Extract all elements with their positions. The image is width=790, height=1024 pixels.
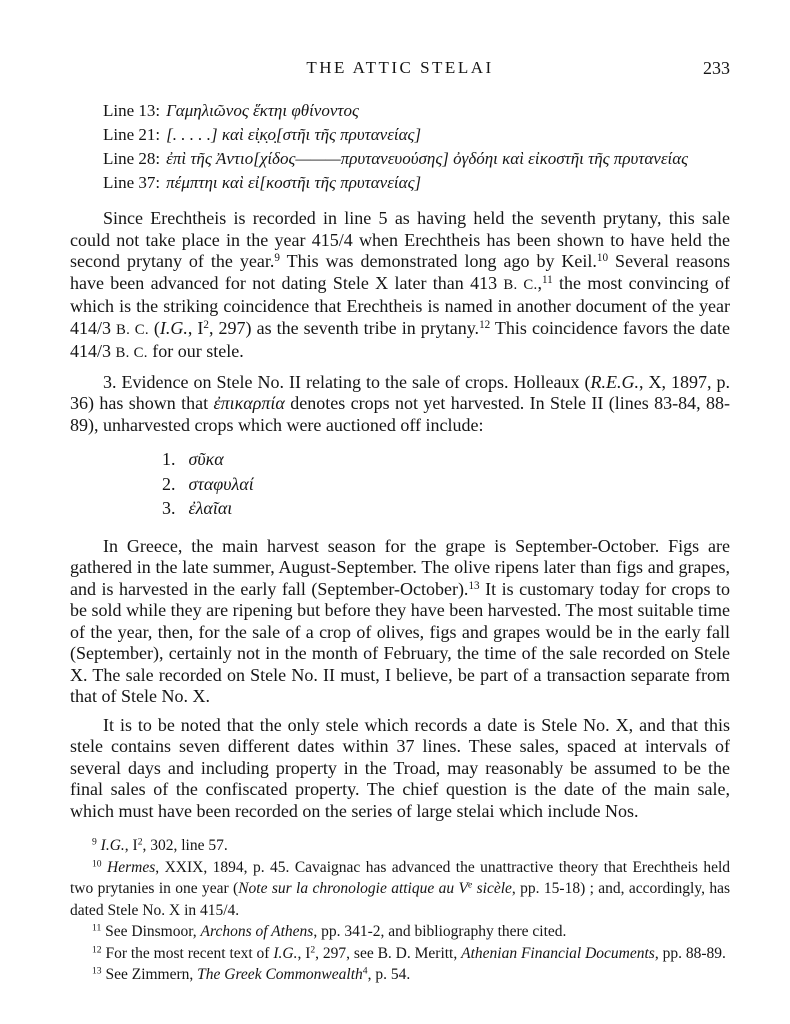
line-greek-text: Γαμηλιῶνος ἕκτηι φθίνοντος bbox=[166, 101, 359, 120]
crop-item-number: 3. bbox=[162, 498, 176, 518]
footnote-12: $^{12}$ For the most recent text of I.G., $I^2$, 297, see B. D. Meritt, Athenian Financial Documents, pp. 88-89. bbox=[92, 944, 726, 962]
footnote-11: $^{11}$ See Dinsmoor, Archons of Athens, pp. 341-2, and bibliography there cited. bbox=[92, 922, 567, 940]
epigraph-line bbox=[103, 147, 730, 171]
line-greek-text: [. . . . .] καὶ εἰ̣κ̣ο̣[στῆι τῆς πρυτανείας] bbox=[166, 125, 422, 144]
paragraph-stele-dates: It is to be noted that the only stele which records a date is Stele No. X, and that this stele contains seven different dates within 37 lines. These sales, spaced at intervals of several days and including property in the Troad, may reasonably be assumed to be the final sales of the confiscated property. The chief question is the date of the main sale, which must have been recorded on the series of large stelai which include Nos. bbox=[70, 714, 730, 821]
line-greek-text: πέμπτηι καὶ εἰ[κοστῆι τῆς πρυτανείας] bbox=[166, 173, 422, 192]
page-number: 233 bbox=[703, 58, 730, 78]
crop-item-number: 2. bbox=[162, 473, 176, 494]
line-label: Line 28: bbox=[103, 149, 161, 168]
epigraph-lines bbox=[103, 99, 730, 195]
line-label: Line 37: bbox=[103, 173, 161, 192]
crop-list bbox=[162, 447, 730, 521]
line-greek-text: ἐπὶ τῆς Ἀντιο[χίδος———πρυτανευούσης] ὀγδόηι καὶ εἰκοστῆι τῆς πρυτανείας bbox=[166, 149, 689, 168]
footnote-13: $^{13}$ See Zimmern, The Greek Commonwealth$^4$, p. 54. bbox=[92, 965, 411, 983]
paragraph-crops-evidence: 3. Evidence on Stele No. II relating to the sale of crops. Holleaux (R.E.G., X, 1897, p. 36) has shown that ἐπικαρπία denotes crops not yet harvested. In Stele II (lines 83-84, 88-89), unharvested crops which were auctioned off include: bbox=[70, 371, 731, 435]
footnotes bbox=[70, 835, 730, 986]
paragraph-stele-x-dating: Since Erechtheis is recorded in line 5 as having held the seventh prytany, this sale could not take place in the year 415/4 when Erechtheis has been shown to have held the second prytany of the year.$^9$ This was demonstrated long ago by Keil.$^{10}$ Several reasons have been advanced for not dating Stele X later than 413 B. C.,$^{11}$ the most convincing of which is the striking coincidence that Erechtheis is named in another document of the year 414/3 B. C. (I.G., $I^2$, 297) as the seventh tribe in prytany.$^{12}$ This coincidence favors the date 414/3 B. C. for our stele. bbox=[70, 208, 730, 361]
crop-item-greek: σταφυλαί bbox=[188, 473, 254, 494]
crop-item-greek: σῦκα bbox=[188, 449, 224, 469]
crop-list-item bbox=[162, 472, 730, 497]
epigraph-line bbox=[103, 99, 730, 123]
crop-item-number: 1. bbox=[162, 449, 176, 469]
line-label: Line 13: bbox=[103, 101, 161, 120]
epigraph-line bbox=[103, 123, 730, 147]
footnote-9: $^9$ I.G., $I^2$, 302, line 57. bbox=[92, 836, 228, 854]
epigraph-line bbox=[103, 171, 730, 195]
crop-list-item bbox=[162, 496, 730, 521]
running-title: THE ATTIC STELAI bbox=[306, 58, 494, 77]
paragraph-harvest-seasons: In Greece, the main harvest season for the grape is September-October. Figs are gathered in the late summer, August-September. The olive ripens later than figs and grapes, and is harvested in the early fall (September-October).$^{13}$ It is customary today for crops to be sold while they are ripening but before they have been harvested. The most suitable time of the year, then, for the sale of a crop of olives, figs and grapes would be in the early fall (September), certainly not in the month of February, the time of the sale recorded on Stele X. The sale recorded on Stele No. II must, I believe, be part of a transaction separate from that of Stele No. X. bbox=[70, 535, 730, 706]
running-head bbox=[70, 58, 730, 80]
line-label: Line 21: bbox=[103, 125, 161, 144]
crop-list-item bbox=[162, 447, 730, 472]
footnote-10: $^{10}$ Hermes, XXIX, 1894, p. 45. Cavaignac has advanced the unattractive theory that Erechtheis held two prytanies in one year (Note sur la chronologie attique au Ve sicèle, pp. 15-18) ; and, accordingly, has dated Stele No. X in 415/4. bbox=[70, 858, 731, 919]
crop-item-greek: ἐλαῖαι bbox=[188, 498, 233, 518]
